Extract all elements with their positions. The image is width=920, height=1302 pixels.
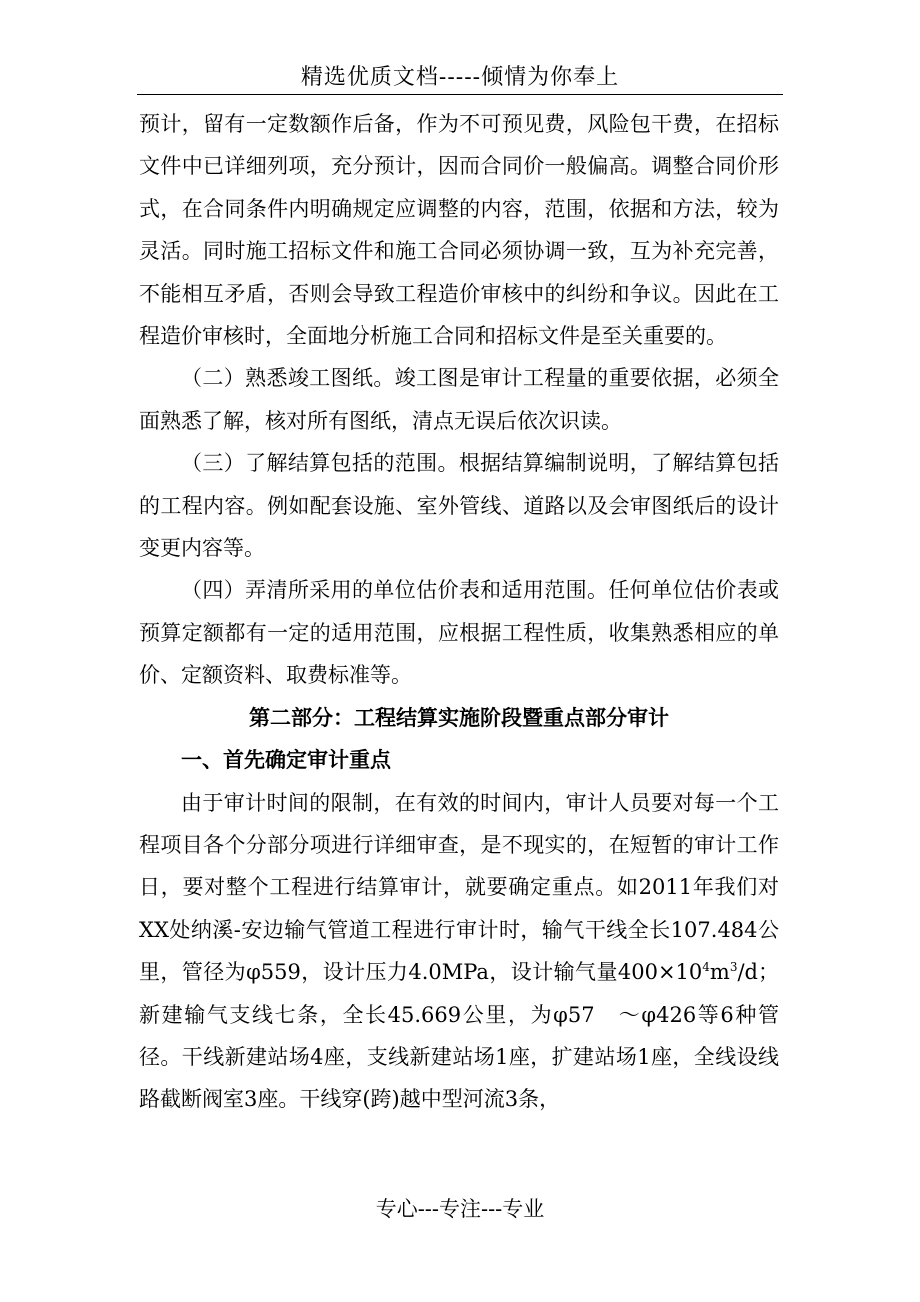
superscript-3: 3: [729, 960, 738, 975]
paragraph-5-part-b: m: [709, 960, 730, 985]
paragraph-5-part-c: /d；新建输气支线七条，全长45.669公里，为φ57 ～φ426等6种管径。干线新建站场4座，支线新建站场1座，扩建站场1座，全线设线路截断阀室3座。干线穿(跨)越中型河流3条，: [139, 960, 779, 1112]
document-body: [139, 103, 779, 1121]
header-rule: [137, 94, 783, 95]
paragraph-3: （三）了解结算包括的范围。根据结算编制说明，了解结算包括的工程内容。例如配套设施、室外管线、道路以及会审图纸后的设计变更内容等。: [139, 451, 779, 561]
superscript-4: 4: [702, 960, 710, 975]
paragraph-5: [139, 782, 779, 1121]
subsection-title: 一、首先确定审计重点: [181, 748, 391, 773]
paragraph-2: （二）熟悉竣工图纸。竣工图是审计工程量的重要依据，必须全面熟悉了解，核对所有图纸，清点无误后依次识读。: [139, 366, 779, 433]
paragraph-1: 预计，留有一定数额作后备，作为不可预见费，风险包干费，在招标文件中已详细列项，充分预计，因而合同价一般偏高。调整合同价形式，在合同条件内明确规定应调整的内容，范围，依据和方法，较为灵活。同时施工招标文件和施工合同必须协调一致，互为补充完善，不能相互矛盾，否则会导致工程造价审核中的纠纷和争议。因此在工程造价审核时，全面地分析施工合同和招标文件是至关重要的。: [139, 112, 779, 349]
paragraph-5-part-a: 由于审计时间的限制，在有效的时间内，审计人员要对每一个工程项目各个分部分项进行详细审查，是不现实的，在短暂的审计工作日，要对整个工程进行结算审计，就要确定重点。如2011年我们对XX处纳溪-安边输气管道工程进行审计时，输气干线全长107.484公里，管径为φ559，设计压力4.0MPa，设计输气量400×10: [139, 790, 779, 985]
paragraph-4: （四）弄清所采用的单位估价表和适用范围。任何单位估价表或预算定额都有一定的适用范围，应根据工程性质，收集熟悉相应的单价、定额资料、取费标准等。: [139, 578, 779, 688]
page-footer: 专心---专注---专业: [375, 1197, 545, 1221]
section-title: 第二部分：工程结算实施阶段暨重点部分审计: [249, 705, 669, 730]
page-header: 精选优质文档-----倾情为你奉上: [300, 65, 620, 90]
